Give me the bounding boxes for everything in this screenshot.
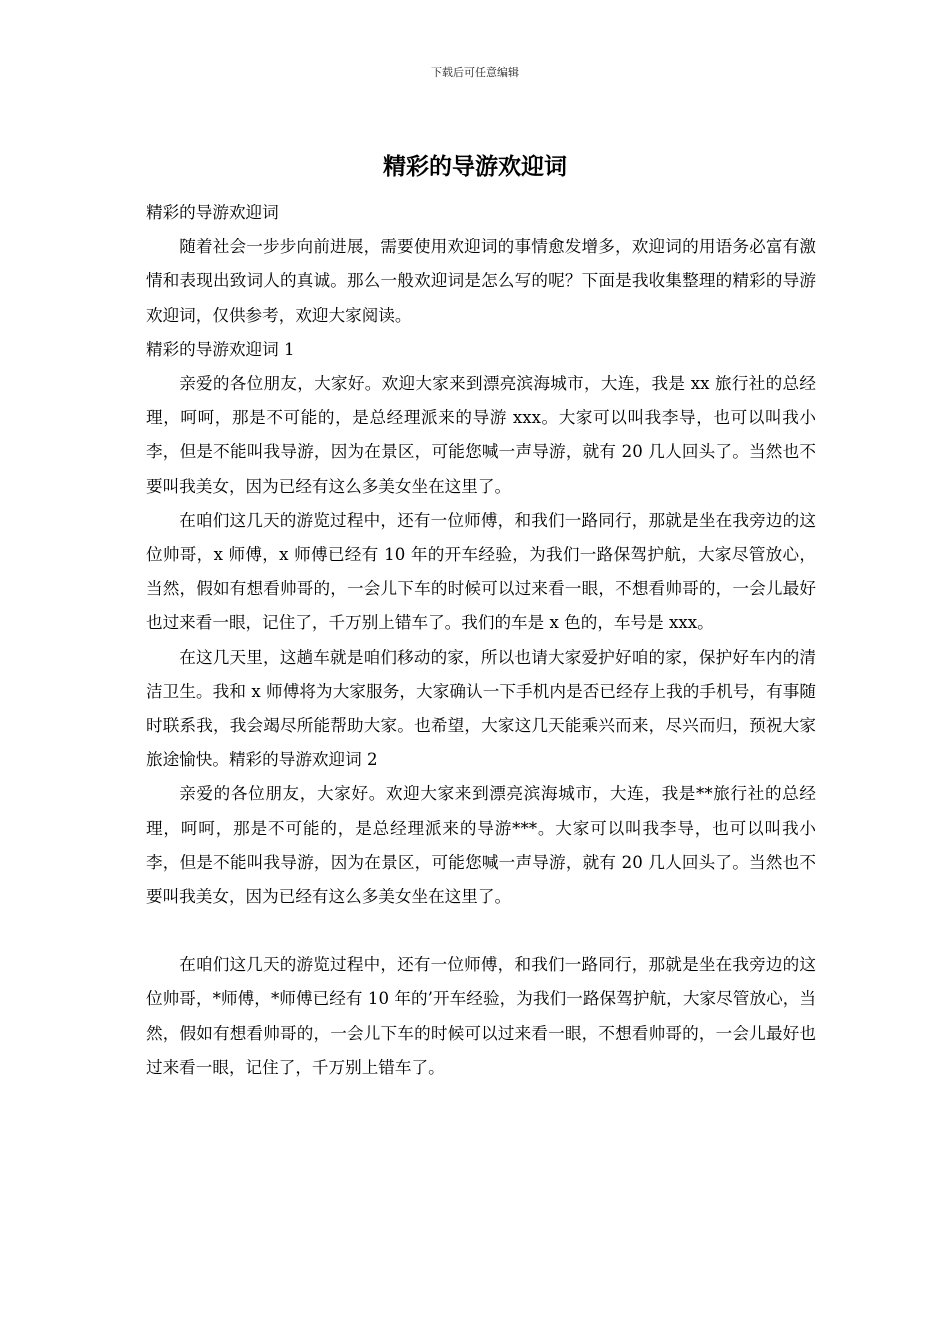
body-paragraph-1: 亲爱的各位朋友，大家好。欢迎大家来到漂亮滨海城市，大连，我是 xx 旅行社的总经理，呵呵，那是不可能的，是总经理派来的导游 xxx。大家可以叫我李导，也可以叫我小李，但是不能叫我导游，因为在景区，可能您喊一声导游，就有 20 几人回头了。当然也不要叫我美女，因为已经有这么多美女坐在这里了。 [146, 374, 816, 496]
body-paragraph-3: 在这几天里，这趟车就是咱们移动的家，所以也请大家爱护好咱的家，保护好车内的清洁卫生。我和 x 师傅将为大家服务，大家确认一下手机内是否已经存上我的手机号，有事随时联系我，我会竭尽所能帮助大家。也希望，大家这几天能乘兴而来，尽兴而归，预祝大家旅途愉快。精彩的导游欢迎词 2 [146, 647, 816, 770]
body-paragraph-2: 在咱们这几天的游览过程中，还有一位师傅，和我们一路同行，那就是坐在我旁边的这位帅哥，x 师傅，x 师傅已经有 10 年的开车经验，为我们一路保驾护航，大家尽管放心，当然，假如有想看帅哥的，一会儿下车的时候可以过来看一眼，不想看帅哥的，一会儿最好也过来看一眼，记住了，千万别上错车了。我们的车是 x 色的，车号是 xxx。 [146, 510, 816, 633]
document-body [146, 196, 816, 1085]
body-paragraph-5: 在咱们这几天的游览过程中，还有一位师傅，和我们一路同行，那就是坐在我旁边的这位帅哥，*师傅，*师傅已经有 10 年的’开车经验，为我们一路保驾护航，大家尽管放心，当然，假如有想看帅哥的，一会儿下车的时候可以过来看一眼，不想看帅哥的，一会儿最好也过来看一眼，记住了，千万别上错车了。 [146, 955, 816, 1077]
document-title: 精彩的导游欢迎词 [383, 153, 567, 180]
intro-paragraph: 随着社会一步步向前进展，需要使用欢迎词的事情愈发增多，欢迎词的用语务必富有激情和表现出致词人的真诚。那么一般欢迎词是怎么写的呢？下面是我收集整理的精彩的导游欢迎词，仅供参考，欢迎大家阅读。 [146, 237, 816, 325]
body-paragraph-4: 亲爱的各位朋友，大家好。欢迎大家来到漂亮滨海城市，大连，我是**旅行社的总经理，呵呵，那是不可能的，是总经理派来的导游***。大家可以叫我李导，也可以叫我小李，但是不能叫我导游，因为在景区，可能您喊一声导游，就有 20 几人回头了。当然也不要叫我美女，因为已经有这么多美女坐在这里了。 [146, 784, 816, 907]
document-subtitle: 精彩的导游欢迎词 [146, 203, 279, 222]
page-header-note: 下载后可任意编辑 [431, 66, 519, 79]
section-heading-1: 精彩的导游欢迎词 1 [146, 339, 295, 359]
